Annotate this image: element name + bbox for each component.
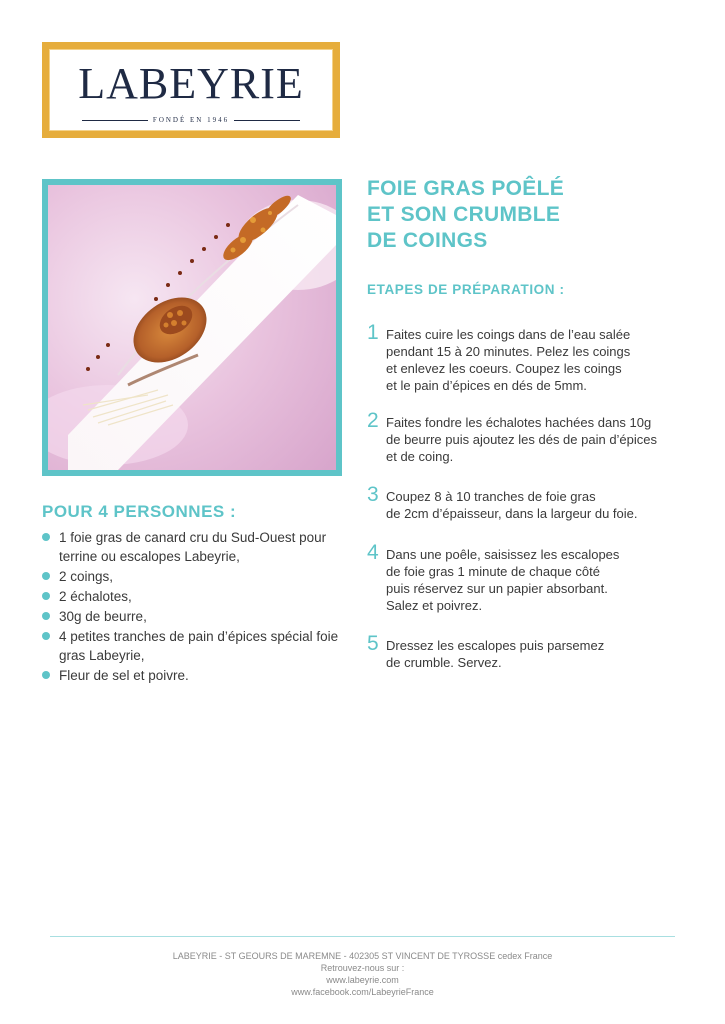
step-number: 1	[367, 321, 379, 344]
step-number: 5	[367, 632, 379, 655]
brand-tagline: FONDÉ EN 1946	[152, 116, 230, 124]
bullet-dot-icon	[42, 612, 50, 620]
bullet-dot-icon	[42, 533, 50, 541]
ingredient-text: 2 échalotes,	[59, 589, 132, 604]
bullet-dot-icon	[42, 592, 50, 600]
ingredient-item	[42, 627, 342, 665]
tagline-rule-left	[82, 120, 148, 121]
footer-follow-label: Retrouvez-nous sur :	[320, 963, 405, 973]
footer-facebook-link[interactable]: www.facebook.com/LabeyrieFrance	[291, 987, 434, 997]
ingredients-list	[42, 528, 342, 686]
ingredient-text: 30g de beurre,	[59, 609, 147, 624]
step-number: 3	[367, 483, 379, 506]
ingredient-item	[42, 607, 342, 626]
steps-heading: ETAPES DE PRÉPARATION :	[367, 282, 565, 297]
recipe-title-line: FOIE GRAS POÊLÉ	[367, 177, 565, 200]
recipe-title	[367, 176, 697, 254]
step-text: Faites fondre les échalotes hachées dans 10g de beurre puis ajoutez les dés de pain d’épices et de coing.	[386, 415, 658, 464]
ingredient-item	[42, 528, 342, 566]
step-number: 4	[367, 541, 379, 564]
step-text: Dressez les escalopes puis parsemez de crumble. Servez.	[386, 638, 605, 670]
footer-website-link[interactable]: www.labeyrie.com	[326, 975, 399, 985]
ingredient-text: 4 petites tranches de pain d’épices spécial foie gras Labeyrie,	[59, 629, 339, 663]
brand-tagline-row	[77, 115, 305, 125]
step-number: 2	[367, 409, 379, 432]
brand-name: LABEYRIE	[78, 59, 304, 108]
recipe-title-line: DE COINGS	[367, 229, 488, 252]
step-text: Dans une poêle, saisissez les escalopes de foie gras 1 minute de chaque côté puis réservez sur un papier absorbant. Salez et poivrez.	[386, 547, 620, 613]
footer-address: LABEYRIE - ST GEOURS DE MAREMNE - 402305 ST VINCENT DE TYROSSE cedex France	[172, 951, 553, 961]
ingredient-item	[42, 666, 342, 685]
footer-divider	[50, 936, 675, 937]
dish-illustration	[48, 185, 336, 470]
bullet-dot-icon	[42, 572, 50, 580]
dish-photo	[42, 179, 342, 476]
step-text: Faites cuire les coings dans de l’eau salée pendant 15 à 20 minutes. Pelez les coings et enlevez les coeurs. Coupez les coings et le pain d’épices en dés de 5mm.	[386, 327, 631, 393]
ingredient-text: Fleur de sel et poivre.	[59, 668, 189, 683]
step-text: Coupez 8 à 10 tranches de foie gras de 2cm d’épaisseur, dans la largeur du foie.	[386, 489, 638, 521]
bullet-dot-icon	[42, 671, 50, 679]
ingredient-text: 1 foie gras de canard cru du Sud-Ouest pour terrine ou escalopes Labeyrie,	[59, 530, 327, 564]
ingredient-item	[42, 587, 342, 606]
bullet-dot-icon	[42, 632, 50, 640]
footer	[0, 950, 725, 998]
ingredient-text: 2 coings,	[59, 569, 114, 584]
ingredients-heading: POUR 4 PERSONNES :	[42, 502, 237, 521]
brand-logo	[42, 42, 340, 138]
recipe-title-line: ET SON CRUMBLE	[367, 203, 561, 226]
ingredient-item	[42, 567, 342, 586]
tagline-rule-right	[234, 120, 300, 121]
